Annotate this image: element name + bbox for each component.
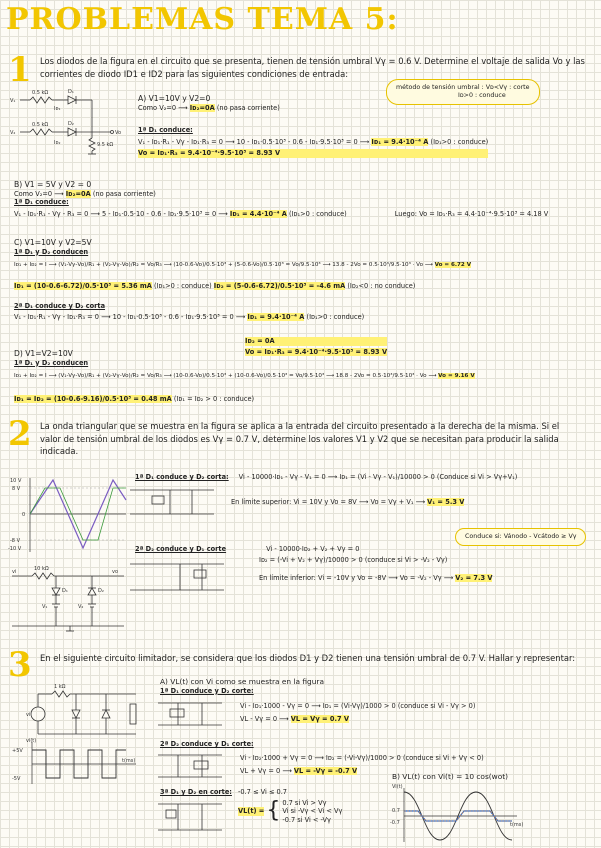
statement-line: corrientes de diodo ID1 e ID2 para las siguientes condiciones de entrada: bbox=[40, 68, 349, 79]
piecewise-case: 0.7 si Vi > Vγ bbox=[282, 798, 327, 807]
problem-3-statement: En el siguiente circuito limitador, se considera que los diodos D1 y D2 tienen una tensión umbral de 0.7 V. Hallar y representar: bbox=[40, 653, 576, 663]
text: Vi - Iᴅ₂·1000 + Vγ = 0 ⟶ Iᴅ₂ = (-Vi-Vγ)/1000 > 0 (conduce si Vi + Vγ < 0) bbox=[240, 754, 484, 762]
statement-line: Los diodos de la figura en el circuito que se presenta, tienen de tensión umbral Vγ = 0.6 V. Determine el voltaje de salida Vo y las bbox=[40, 56, 585, 66]
threshold-method-note bbox=[386, 79, 540, 105]
case-2-circuit-sketch bbox=[130, 556, 230, 598]
case-heading: 2ª D₂ conduce y D₁ corte: bbox=[160, 740, 254, 748]
problem-1-part-d bbox=[14, 347, 475, 403]
problem-2-circuit bbox=[12, 568, 130, 634]
text: V₁ - Iᴅ₁·R₁ - Vγ - R₃ = 0 ⟶ 5 - Iᴅ₁·0.5·10 - 0.6 - Iᴅ₁·9.5·10³ = 0 ⟶ bbox=[14, 209, 230, 218]
problem-3-number: 3 bbox=[8, 645, 32, 685]
text: Iᴅ₂ = (-Vi + V₂ + Vγ)/10000 > 0 (conduce si Vi > -V₂ - Vγ) bbox=[259, 555, 448, 564]
limiter-circuit bbox=[26, 684, 146, 738]
highlighted-result: Iᴅ₂ = 0A bbox=[245, 337, 387, 346]
problem-1-part-a bbox=[138, 95, 280, 112]
text: (no pasa corriente) bbox=[214, 103, 280, 112]
highlighted-result: Vo = Iᴅ₁·R₃ = 9.4·10⁻⁴·9.5·10³ = 8.93 V bbox=[138, 149, 488, 158]
circuit-label: Iᴅ₁ bbox=[54, 106, 61, 112]
text: Como V₂=0 ⟶ bbox=[14, 189, 66, 198]
circuit-label: 0.5 kΩ bbox=[32, 122, 49, 128]
axis-label: 10 V bbox=[10, 478, 22, 484]
text: Iᴅ₁ + Iᴅ₂ = I ⟶ (V₁-Vγ-Vo)/R₁ + (V₂-Vγ-Vo)/R₂ = Vo/R₃ ⟶ (10-0.6-Vo)/0.5·10³ + (10-0.6-Vo)/0.5·10³ = Vo/9.5·10³ ⟶ 18.8 - 2Vo = 0.5·10³/9.5·10³ · Vo ⟶ bbox=[14, 373, 439, 380]
problem-1-statement bbox=[40, 55, 600, 80]
highlighted-result: V₁ = 5.3 V bbox=[427, 497, 465, 506]
highlighted-result: Iᴅ₁ = 9.4·10⁻⁴ A bbox=[247, 312, 305, 321]
note-line: Iᴅ>0 : conduce bbox=[458, 92, 506, 99]
text: V₁ - Iᴅ₁·R₁ - Vγ - Iᴅ₁·R₃ = 0 ⟶ 10 - Iᴅ₁·0.5·10³ - 0.6 - Iᴅ₁·9.5·10³ = 0 ⟶ bbox=[138, 137, 372, 146]
problem-1-part-a-solution bbox=[138, 126, 488, 158]
case-heading: 1ª D₁ conduce: bbox=[138, 126, 193, 134]
square-wave-plot bbox=[12, 738, 146, 786]
text: VL + Vγ = 0 ⟶ bbox=[240, 766, 294, 775]
circuit-label: vi bbox=[26, 712, 31, 718]
axis-label: -5V bbox=[12, 776, 21, 782]
text: En límite superior: Vi = 10V y Vo = 8V ⟶ Vo = Vγ + V₁ ⟶ bbox=[231, 497, 428, 506]
highlighted-result: Iᴅ₂=0A bbox=[189, 103, 215, 112]
highlighted-result: Vo = Iᴅ₁·R₃ = 9.4·10⁻⁴·9.5·10³ = 8.93 V bbox=[245, 347, 388, 356]
axis-label: -10 V bbox=[8, 546, 22, 552]
statement-line: indicada. bbox=[40, 446, 79, 456]
part-b-cosine-plot bbox=[392, 786, 522, 844]
text: (Iᴅ₁>0 : conduce) bbox=[304, 312, 365, 321]
text: Luego: Vo = Iᴅ₁·R₃ = 4.4·10⁻⁴·9.5·10³ = 4.18 V bbox=[394, 209, 549, 218]
text: Iᴅ₁ = (Vi - Vγ - V₁)/10000 > 0 (Conduce si Vi > Vγ+V₁) bbox=[339, 473, 518, 481]
problem-1-number: 1 bbox=[8, 50, 32, 90]
circuit-label: Vo bbox=[115, 130, 122, 136]
circuit-label: D₁ bbox=[68, 89, 74, 95]
highlighted-result: Iᴅ₁ = 4.4·10⁻⁴ A bbox=[229, 209, 287, 218]
circuit-label: V₁ bbox=[10, 98, 16, 104]
highlighted-result: Iᴅ₁ = (10-0.6-6.72)/0.5·10³ = 5.36 mA bbox=[14, 281, 152, 290]
text: Como V₂=0 ⟶ bbox=[138, 103, 190, 112]
axis-label: 0 bbox=[22, 512, 26, 518]
text: (Iᴅ₁ = Iᴅ₂ > 0 : conduce) bbox=[171, 394, 255, 403]
case-heading: 2ª D₁ conduce y D₂ corta bbox=[14, 302, 106, 311]
part-heading: A) VL(t) con Vi como se muestra en la figura bbox=[160, 677, 324, 686]
circuit-label: Iᴅ₂ bbox=[54, 140, 61, 146]
highlighted-result: Iᴅ₂ = (5-0.6-6.72)/0.5·10³ = -4.6 mA bbox=[213, 281, 346, 290]
highlighted-result: Iᴅ₂=0A bbox=[65, 189, 91, 198]
part-a-case-2-sketch bbox=[158, 751, 228, 781]
axis-label: t(ms) bbox=[510, 822, 524, 828]
axis-label: -8 V bbox=[10, 538, 20, 544]
case-heading: 1ª D₁ y D₂ conducen bbox=[14, 247, 89, 256]
part-heading: D) V1=V2=10V bbox=[14, 349, 73, 358]
vl-piecewise-label: VL(t) = bbox=[238, 807, 265, 816]
circuit-label: V₁ bbox=[42, 604, 48, 610]
circuit-label: vi bbox=[12, 569, 17, 575]
text: Vi - 10000·Iᴅ₁ - Vγ - V₁ = 0 ⟶ bbox=[238, 473, 340, 481]
highlighted-result: Vo = 9.16 V bbox=[438, 373, 475, 380]
part-b-heading: B) VL(t) con Vi(t) = 10 cos(wot) bbox=[392, 772, 509, 781]
axis-label: vi(t) bbox=[26, 738, 37, 744]
text: (Iᴅ₁>0 : conduce) bbox=[428, 137, 489, 146]
circuit-label: 9.5 kΩ bbox=[97, 142, 114, 148]
conduction-note: Conduce si: Vánodo - Vcátodo ≥ Vγ bbox=[455, 528, 586, 546]
case-heading: 1ª D₁ conduce y D₂ corta: bbox=[135, 473, 229, 481]
problem-2-number: 2 bbox=[8, 414, 32, 454]
text: V₁ - Iᴅ₁·R₁ - Vγ - Iᴅ₁·R₃ = 0 ⟶ 10 - Iᴅ₁·0.5·10³ - 0.6 - Iᴅ₁·9.5·10³ = 0 ⟶ bbox=[14, 312, 248, 321]
circuit-label: V₂ bbox=[10, 130, 16, 136]
case-1-circuit-sketch bbox=[130, 482, 220, 522]
brace: { bbox=[266, 798, 281, 824]
piecewise-case: Vi si -Vγ < Vi < Vγ bbox=[282, 807, 343, 816]
text: VL - Vγ = 0 ⟶ bbox=[240, 714, 291, 723]
problem-1-circuit bbox=[10, 88, 130, 158]
axis-label: 0.7 bbox=[392, 808, 400, 814]
text: Iᴅ₁ + Iᴅ₂ = I ⟶ (V₁-Vγ-Vo)/R₁ + (V₂-Vγ-Vo)/R₂ = Vo/R₃ ⟶ (10-0.6-Vo)/0.5·10³ + (5-0.6-Vo)/0.5·10³ = Vo/9.5·10³ ⟶ 13.8 - 2Vo = 0.5·10³/9.5·10³ · Vo ⟶ bbox=[14, 262, 435, 269]
statement-line: La onda triangular que se muestra en la figura se aplica a la entrada del circuito presentado a la derecha de la misma. Si el bbox=[40, 421, 560, 431]
text: (no pasa corriente) bbox=[90, 189, 156, 198]
axis-label: +5V bbox=[12, 748, 23, 754]
text: En límite inferior: Vi = -10V y Vo = -8V ⟶ Vo = -V₂ - Vγ ⟶ bbox=[259, 574, 456, 583]
text: (Iᴅ₁>0 : conduce) bbox=[151, 281, 214, 290]
part-heading: B) V1 = 5V y V2 = 0 bbox=[14, 180, 92, 189]
part-a-case-3-sketch bbox=[158, 800, 228, 834]
circuit-label: vo bbox=[112, 569, 119, 575]
piecewise-case: -0.7 si Vi < -Vγ bbox=[282, 815, 331, 824]
circuit-label: V₂ bbox=[78, 604, 84, 610]
axis-label: -0.7 bbox=[390, 820, 400, 826]
part-a-case-1-sketch bbox=[158, 699, 228, 729]
highlighted-result: Vo = 6.72 V bbox=[434, 262, 472, 269]
axis-label: t(ms) bbox=[122, 758, 136, 764]
case-heading: 1ª D₁ y D₂ conducen bbox=[14, 358, 89, 367]
problem-1-part-c bbox=[14, 239, 471, 322]
part-a-case-3 bbox=[238, 788, 342, 824]
triangle-wave-plot bbox=[8, 476, 128, 556]
part-a-case-2-heading bbox=[160, 740, 254, 749]
case-heading: 1ª D₁ conduce: bbox=[14, 198, 69, 207]
highlighted-result: Iᴅ₁ = 9.4·10⁻⁴ A bbox=[371, 137, 429, 146]
circuit-label: 10 kΩ bbox=[34, 566, 49, 572]
circuit-label: 1 kΩ bbox=[54, 684, 66, 690]
highlighted-result: Iᴅ₁ = Iᴅ₂ = (10-0.6-9.16)/0.5·10³ = 0.48 mA bbox=[14, 394, 172, 403]
page-title: PROBLEMAS TEMA 5: bbox=[6, 2, 399, 37]
case-heading: 1ª D₁ conduce y D₂ corte: bbox=[160, 686, 254, 695]
circuit-label: D₂ bbox=[98, 588, 104, 594]
circuit-label: 0.5 kΩ bbox=[32, 90, 49, 96]
part-a-case-1 bbox=[240, 702, 475, 723]
case-heading: 2ª D₂ conduce y D₁ corte bbox=[135, 545, 227, 553]
problem-2-statement bbox=[40, 420, 600, 458]
circuit-label: D₁ bbox=[62, 588, 68, 594]
axis-label: Vi(t) bbox=[392, 784, 403, 790]
text: -0.7 ≤ Vi ≤ 0.7 bbox=[238, 788, 287, 796]
text: (Iᴅ₂<0 : no conduce) bbox=[345, 281, 416, 290]
text: Vi - 10000·Iᴅ₂ + V₂ + Vγ = 0 bbox=[266, 545, 360, 553]
part-heading: C) V1=10V y V2=5V bbox=[14, 238, 92, 247]
part-heading: A) V1=10V y V2=0 bbox=[138, 94, 211, 103]
highlighted-result: V₂ = 7.3 V bbox=[455, 574, 493, 583]
text: (Iᴅ₁>0 : conduce) bbox=[286, 209, 347, 218]
problem-3-part-a bbox=[160, 678, 324, 695]
axis-label: 8 V bbox=[12, 486, 21, 492]
note-line: método de tensión umbral : Vᴅ<Vγ : corte bbox=[396, 84, 530, 91]
problem-1-part-b bbox=[14, 181, 548, 218]
statement-line: valor de tensión umbral de los diodos es Vγ = 0.7 V, determine los valores V1 y V2 que se necesitan para producir la salida bbox=[40, 433, 559, 444]
highlighted-result: VL = -Vγ = -0.7 V bbox=[293, 766, 358, 775]
text: Vi - Iᴅ₁·1000 - Vγ = 0 ⟶ Iᴅ₁ = (Vi-Vγ)/1000 > 0 (conduce si Vi - Vγ > 0) bbox=[240, 702, 476, 710]
part-a-case-3-heading bbox=[160, 788, 232, 797]
highlighted-result: VL = Vγ = 0.7 V bbox=[290, 714, 349, 723]
circuit-label: D₂ bbox=[68, 121, 74, 127]
case-heading: 3ª D₁ y D₂ en corte: bbox=[160, 788, 232, 796]
